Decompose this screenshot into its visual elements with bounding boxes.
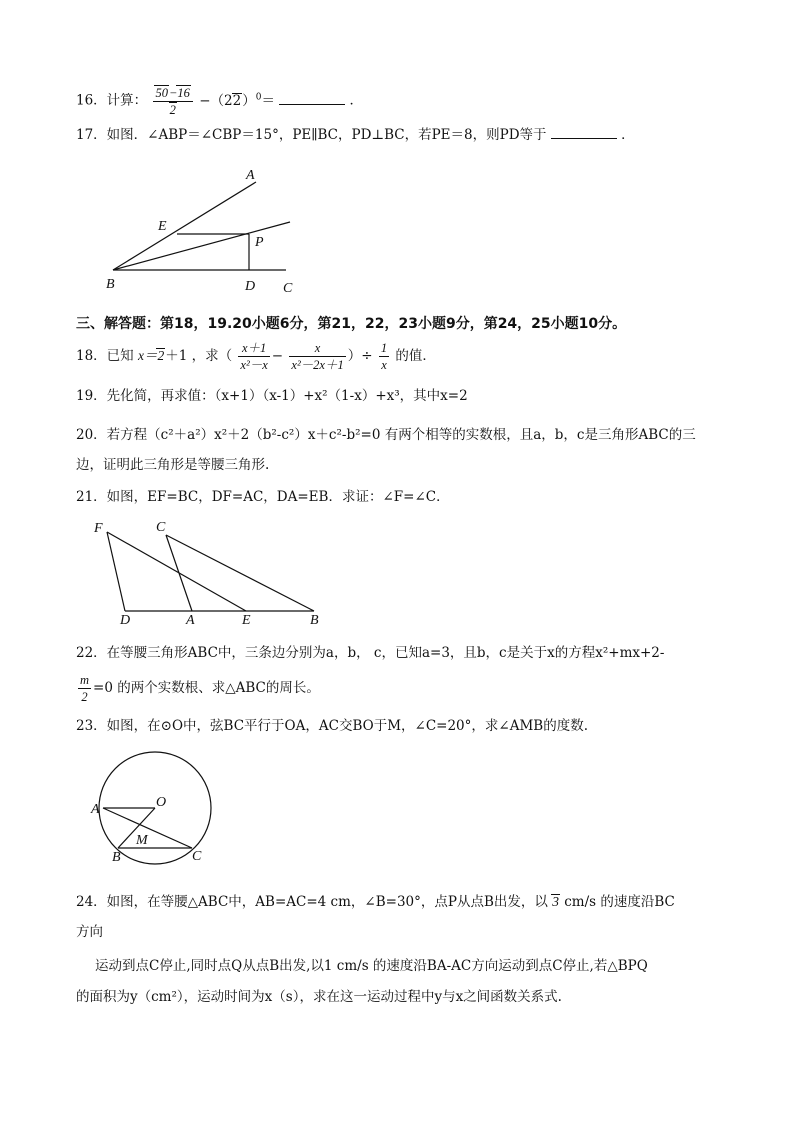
fig17-label-b: B [106, 277, 115, 292]
q16-sqrt-2: 2 [169, 102, 176, 117]
question-20-line-2: 边，证明此三角形是等腰三角形. [76, 457, 270, 473]
q17-answer-blank[interactable] [551, 124, 617, 139]
question-21: 21．如图，EF=BC，DF=AC，DA=EB．求证：∠F=∠C． [76, 489, 450, 505]
question-24-line-2: 方向 [76, 924, 103, 940]
question-22-line-2: $\frac{m}{2}$ =0 的两个实数根、求△ABC的周长。 [80, 673, 320, 704]
fig17-label-e: E [158, 219, 167, 234]
fig23-label-m: M [136, 833, 148, 848]
q16-fraction: $\frac{50-16}{2}$ [153, 85, 192, 118]
q18-sqrt-2: 2 [157, 348, 165, 363]
question-23: 23．如图，在⊙O中，弦BC平行于OA，AC交BO于M，∠C=20°，求∠AMB的度数. [76, 718, 588, 734]
section-3-heading: 三、解答题：第18，19.20小题6分，第21，22，23小题9分，第24，25小题10分。 [76, 316, 627, 332]
q18-fraction-1: $\frac{x+1}{\text{x²－x}}$ [240, 341, 268, 372]
fig17-label-c: C [283, 281, 293, 296]
fig23-label-b: B [112, 850, 121, 865]
q24-sqrt-3: 3 [552, 894, 559, 909]
q18-fraction-2: $\frac{x}{\text{x²－2x＋1}}$ [291, 341, 344, 372]
question-24-line-3: 运动到点C停止,同时点Q从点B出发,以1 cm/s 的速度沿BA-AC方向运动到点C停止,若△BPQ [95, 958, 648, 974]
fig17-label-p: P [255, 235, 264, 250]
fig21-label-b: B [310, 613, 319, 626]
q22-fraction-m-over-2: $\frac{m}{2}$ [80, 673, 90, 704]
fig23-label-a: A [91, 802, 100, 817]
fig21-segment-fe [107, 532, 246, 611]
question-22-line-1: 22．在等腰三角形ABC中，三条边分别为a，b， c，已知a=3，且b，c是关于x的方程x²+mx+2- [76, 645, 665, 661]
question-17: 17．如图．∠ABP＝∠CBP＝15°，PE∥BC，PD⊥BC，若PE＝8，则PD等于 ． [76, 124, 635, 145]
question-24-line-4: 的面积为y（cm²），运动时间为x（s），求在这一运动过程中y与x之间函数关系式. [76, 989, 562, 1005]
question-20-line-1: 20．若方程（c²＋a²）x²＋2（b²-c²）x＋c²-b²=0 有两个相等的实数根，且a，b，c是三角形ABC的三 [76, 427, 696, 443]
figure-23 [88, 750, 220, 868]
question-18: 18．已知 x＝2＋1 ，求（ $\frac{x+1}{\text{x²－x}}$ − $\frac{x}{\text{x²－2x＋1}}$ ）÷ $\frac{1}{x}$ 的值． [76, 341, 436, 372]
question-19: 19．先化简，再求值：（x+1）（x-1）+x²（1-x）+x³，其中x=2 [76, 388, 468, 404]
q17-text: 17．如图．∠ABP＝∠CBP＝15°，PE∥BC，PD⊥BC，若PE＝8，则PD等于 [76, 127, 547, 143]
q16-prefix: 16．计算： [76, 92, 148, 109]
q16-answer-blank[interactable] [279, 90, 345, 105]
fig17-label-a: A [246, 168, 255, 183]
q16-sqrt-50: 50 [155, 85, 168, 100]
fig21-label-c: C [156, 520, 166, 535]
question-24-line-1: 24．如图，在等腰△ABC中，AB=AC=4 cm，∠B=30°，点P从点B出发，以 3 cm/s 的速度沿BC [76, 894, 675, 910]
fig21-label-f: F [94, 521, 103, 536]
fig21-label-d: D [120, 613, 131, 626]
fig17-ray-ba [113, 182, 256, 270]
fig21-segment-fd [107, 532, 125, 611]
q18-fraction-3: $\frac{1}{x}$ [380, 341, 388, 372]
fig21-label-a: A [186, 613, 195, 626]
fig17-label-d: D [245, 279, 256, 294]
q16-sqrt-16: 16 [177, 85, 190, 100]
figure-17 [100, 162, 300, 298]
fig23-label-o: O [156, 795, 167, 810]
question-16: 16．计算： $\frac{50-16}{2}$ $-(22)^0=$ ． [76, 85, 364, 117]
q16-rest: $-(22)^0=$ [199, 92, 275, 109]
figure-21 [88, 516, 328, 626]
fig21-label-e: E [242, 613, 251, 626]
fig23-label-c: C [192, 849, 202, 864]
